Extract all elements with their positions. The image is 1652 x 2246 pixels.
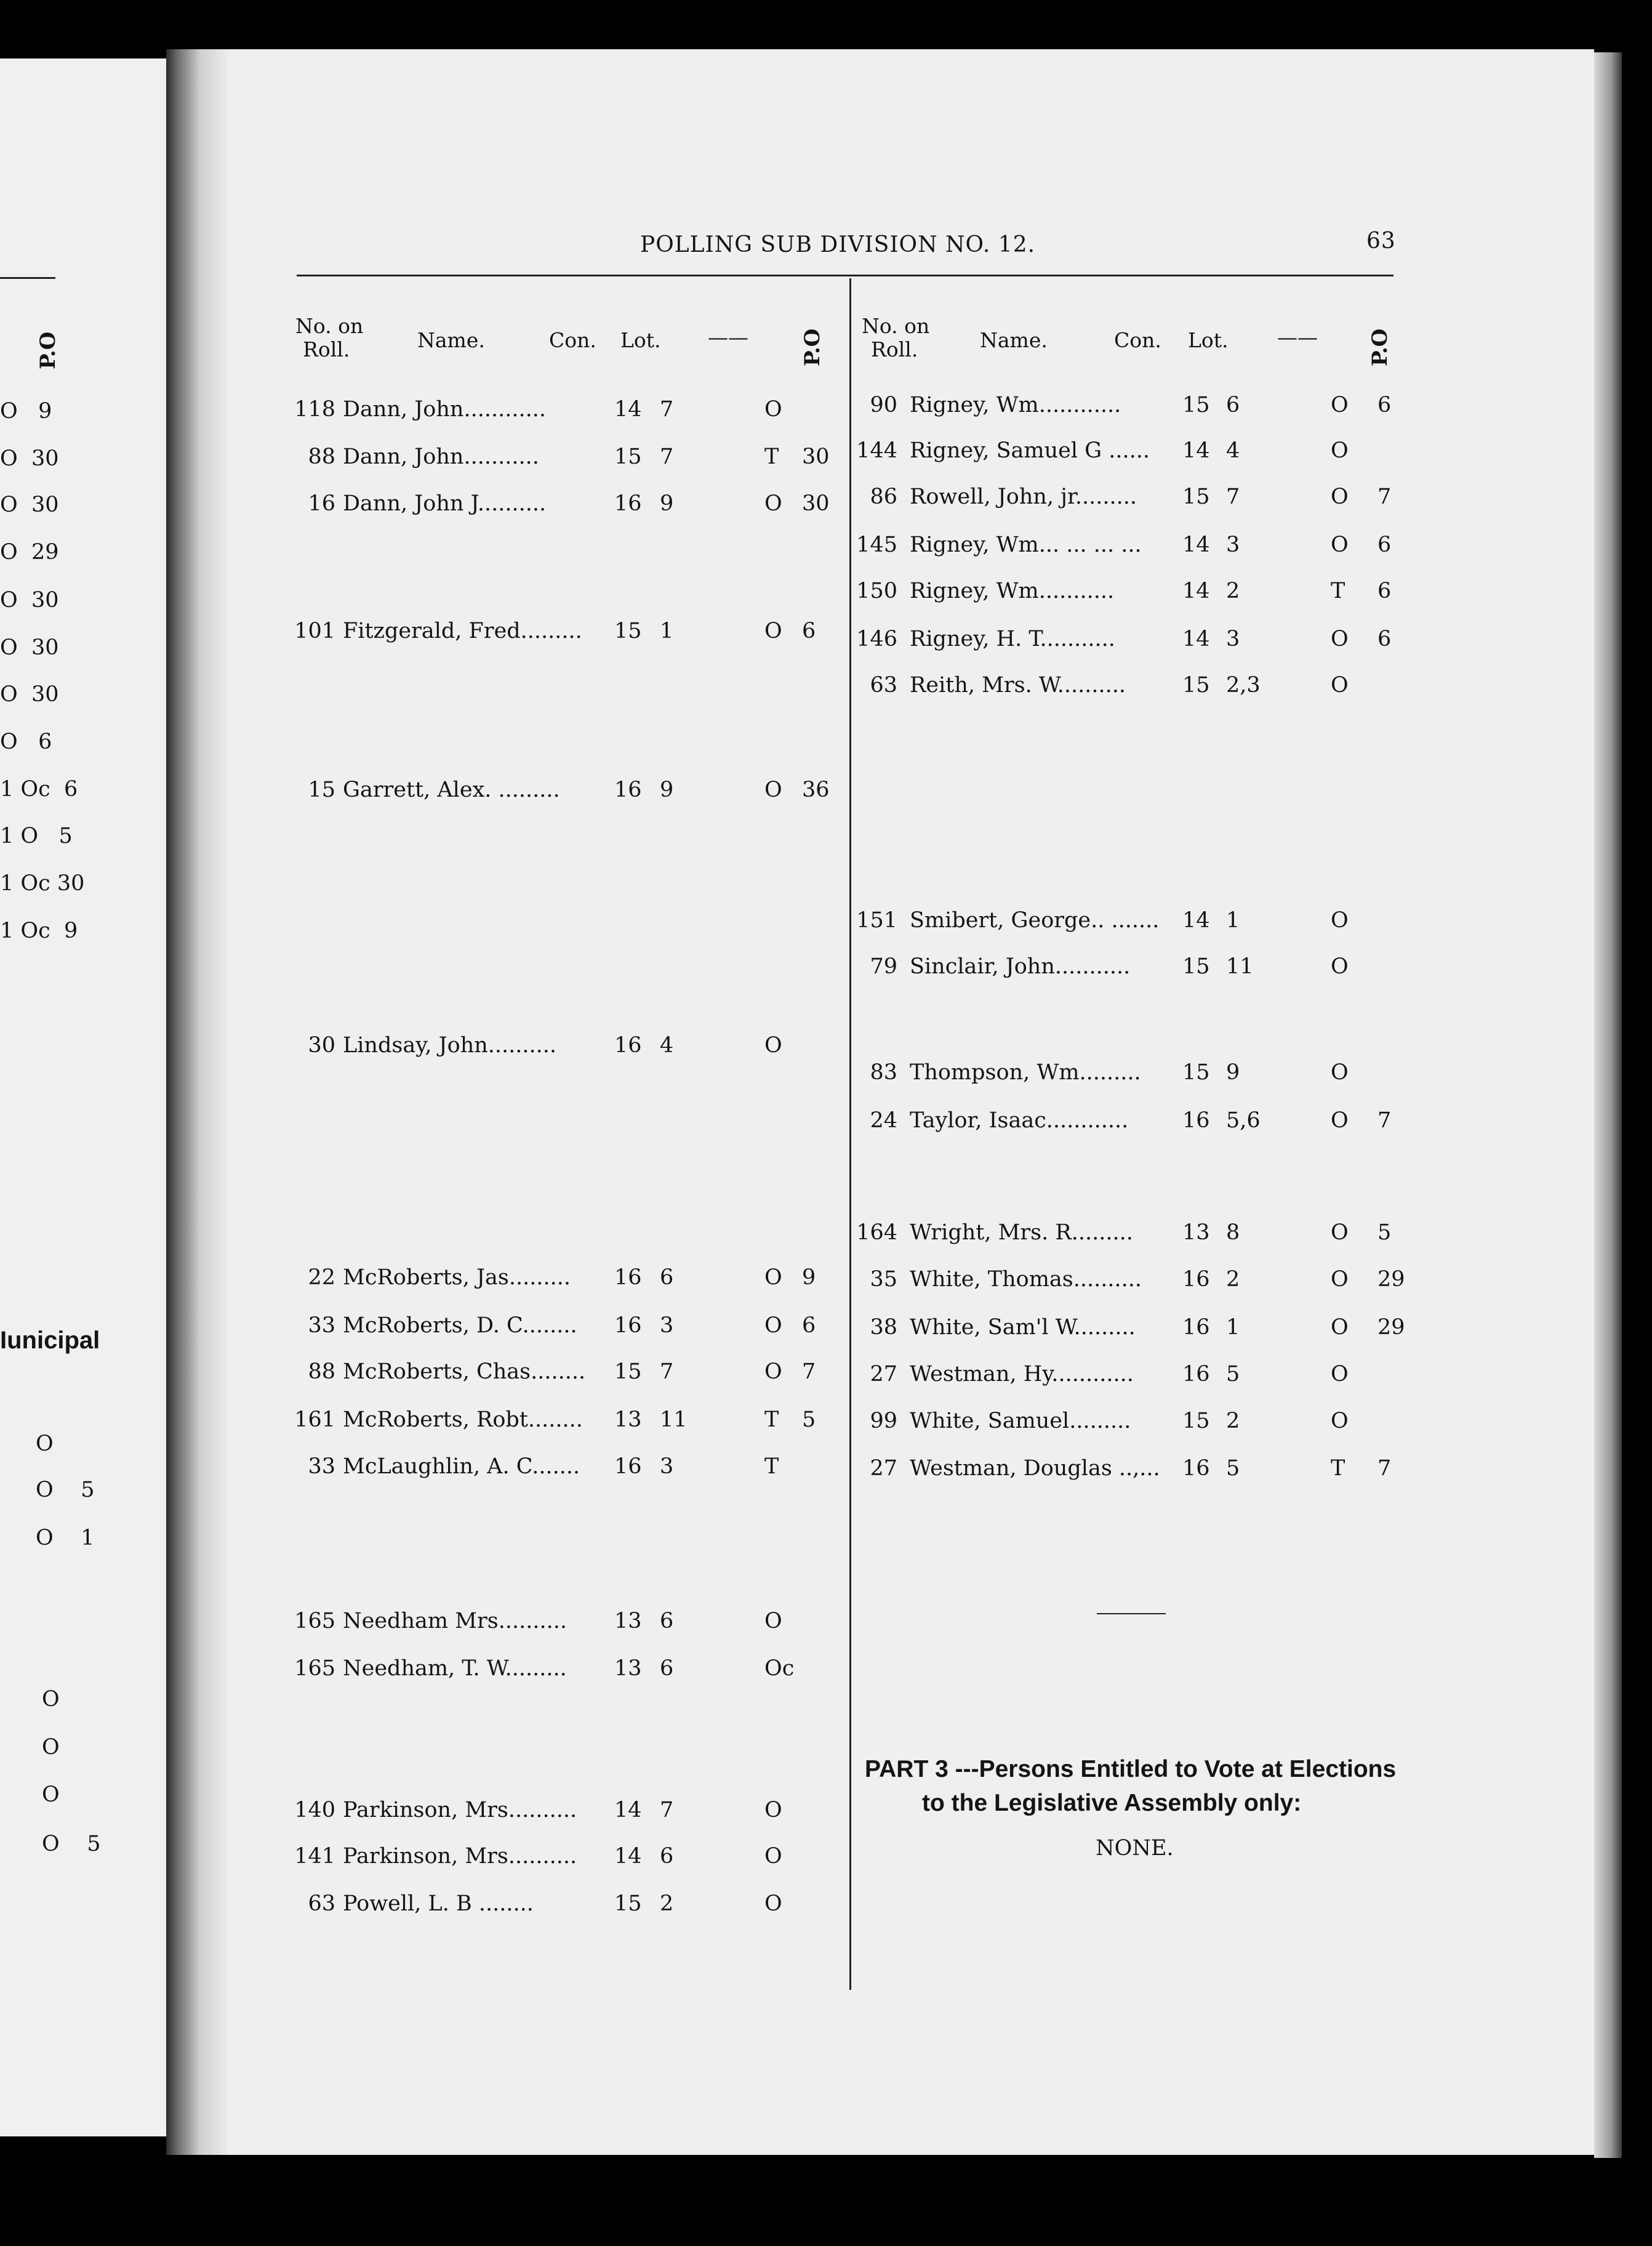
voter-roll: 145 bbox=[856, 533, 897, 557]
voter-lot: 6 bbox=[1226, 393, 1240, 417]
left-page-entry: O 30 bbox=[0, 635, 59, 660]
voter-name: Parkinson, Mrs.......... bbox=[343, 1798, 577, 1822]
voter-status: O bbox=[764, 619, 782, 643]
voter-lot: 7 bbox=[660, 397, 674, 422]
voter-lot: 9 bbox=[1226, 1060, 1240, 1085]
voter-status: O bbox=[1331, 438, 1349, 463]
voter-po: 6 bbox=[802, 1313, 816, 1338]
voter-name: Needham, T. W......... bbox=[343, 1656, 567, 1681]
voter-po: 30 bbox=[802, 491, 830, 516]
voter-roll: 83 bbox=[870, 1060, 897, 1085]
voter-lot: 1 bbox=[1226, 908, 1240, 933]
part3-none-text: NONE. bbox=[1096, 1836, 1174, 1861]
voter-roll: 30 bbox=[308, 1033, 335, 1058]
voter-name: McLaughlin, A. C....... bbox=[343, 1454, 580, 1479]
voter-po: 30 bbox=[802, 445, 830, 469]
voter-lot: 6 bbox=[660, 1656, 674, 1681]
left-page-entry: O 6 bbox=[0, 730, 52, 754]
voter-lot: 3 bbox=[1226, 627, 1240, 651]
voter-roll: 35 bbox=[870, 1267, 897, 1292]
voter-lot: 2 bbox=[1226, 1267, 1240, 1292]
left-page-rule bbox=[0, 277, 55, 279]
voter-status: O bbox=[1331, 1267, 1349, 1292]
left-col-header-con: Con. bbox=[549, 328, 596, 352]
voter-lot: 2,3 bbox=[1226, 673, 1261, 698]
right-col-header-roll: Roll. bbox=[871, 337, 918, 361]
voter-status: O bbox=[1331, 954, 1349, 979]
voter-status: O bbox=[1331, 393, 1349, 417]
voter-status: O bbox=[764, 1033, 782, 1058]
voter-lot: 5,6 bbox=[1226, 1108, 1261, 1133]
voter-roll: 33 bbox=[308, 1313, 335, 1338]
page-number: 63 bbox=[1366, 228, 1396, 254]
voter-po: 6 bbox=[1377, 579, 1392, 603]
voter-lot: 5 bbox=[1226, 1456, 1240, 1481]
voter-lot: 5 bbox=[1226, 1362, 1240, 1387]
right-col-header-lot: Lot. bbox=[1188, 328, 1229, 352]
voter-status: O bbox=[1331, 908, 1349, 933]
left-page-entry: O 29 bbox=[0, 540, 59, 565]
voter-po: 29 bbox=[1377, 1267, 1405, 1292]
voter-status: O bbox=[1331, 1409, 1349, 1433]
voter-con: 14 bbox=[1182, 908, 1210, 933]
voter-status: T bbox=[764, 1407, 779, 1432]
voter-lot: 3 bbox=[660, 1454, 674, 1479]
voter-con: 16 bbox=[614, 1265, 642, 1290]
voter-name: Rigney, Samuel G ...... bbox=[910, 438, 1150, 463]
left-page-entry: O 30 bbox=[0, 682, 59, 707]
voter-status: O bbox=[1331, 1108, 1349, 1133]
voter-status: O bbox=[764, 1844, 782, 1869]
right-col-header-po: P.O bbox=[1368, 328, 1392, 366]
right-col-header-no-on: No. on bbox=[862, 314, 930, 338]
voter-name: Rigney, Wm............ bbox=[910, 393, 1121, 417]
voter-status: O bbox=[764, 1609, 782, 1633]
voter-name: Westman, Douglas ..,... bbox=[910, 1456, 1160, 1481]
left-page-entry: 1 O 5 bbox=[0, 824, 73, 848]
left-page-entry: O 30 bbox=[0, 588, 59, 613]
left-col-header-dash: —— bbox=[708, 325, 748, 349]
voter-con: 15 bbox=[1182, 1060, 1210, 1085]
left-page-lower-entry: O 5 bbox=[42, 1832, 101, 1856]
voter-po: 29 bbox=[1377, 1315, 1405, 1340]
voter-roll: 140 bbox=[294, 1798, 335, 1822]
voter-roll: 86 bbox=[870, 485, 897, 509]
voter-lot: 2 bbox=[660, 1891, 674, 1916]
voter-name: Rigney, Wm... ... ... ... bbox=[910, 533, 1142, 557]
voter-con: 15 bbox=[614, 445, 642, 469]
left-page-lower-entry: O 1 bbox=[36, 1526, 95, 1550]
voter-lot: 2 bbox=[1226, 1409, 1240, 1433]
voter-con: 13 bbox=[614, 1407, 642, 1432]
voter-status: O bbox=[1331, 1362, 1349, 1387]
voter-lot: 7 bbox=[1226, 485, 1240, 509]
voter-con: 14 bbox=[614, 1798, 642, 1822]
voter-po: 5 bbox=[1377, 1220, 1392, 1245]
voter-name: Smibert, George.. ....... bbox=[910, 908, 1160, 933]
right-col-header-dash: —— bbox=[1277, 325, 1318, 349]
voter-lot: 11 bbox=[660, 1407, 688, 1432]
voter-status: O bbox=[1331, 1220, 1349, 1245]
voter-po: 9 bbox=[802, 1265, 816, 1290]
voter-con: 15 bbox=[1182, 393, 1210, 417]
part3-heading-line1: PART 3 ---Persons Entitled to Vote at Elections bbox=[865, 1756, 1397, 1782]
voter-name: White, Samuel......... bbox=[910, 1409, 1131, 1433]
left-col-header-lot: Lot. bbox=[620, 328, 661, 352]
voter-con: 16 bbox=[1182, 1456, 1210, 1481]
voter-roll: 38 bbox=[870, 1315, 897, 1340]
voter-name: McRoberts, Robt........ bbox=[343, 1407, 583, 1432]
part3-heading-line2: to the Legislative Assembly only: bbox=[922, 1790, 1302, 1816]
voter-status: T bbox=[1331, 1456, 1345, 1481]
voter-name: McRoberts, Jas......... bbox=[343, 1265, 571, 1290]
previous-page-fragment bbox=[0, 58, 166, 2136]
left-page-lower-entry: O 5 bbox=[36, 1478, 95, 1502]
voter-con: 16 bbox=[614, 1033, 642, 1058]
voter-name: Wright, Mrs. R......... bbox=[910, 1220, 1133, 1245]
left-col-header-name: Name. bbox=[417, 328, 485, 352]
voter-lot: 7 bbox=[660, 445, 674, 469]
voter-con: 16 bbox=[1182, 1108, 1210, 1133]
voter-status: Oc bbox=[764, 1656, 795, 1681]
voter-con: 15 bbox=[1182, 1409, 1210, 1433]
voter-con: 14 bbox=[614, 397, 642, 422]
voter-lot: 9 bbox=[660, 491, 674, 516]
left-page-entry: 1 Oc 9 bbox=[0, 919, 78, 943]
voter-roll: 22 bbox=[308, 1265, 335, 1290]
voter-con: 14 bbox=[1182, 533, 1210, 557]
voter-status: T bbox=[764, 1454, 779, 1479]
voter-status: O bbox=[1331, 627, 1349, 651]
left-page-entry: 1 Oc 6 bbox=[0, 777, 78, 802]
voter-status: O bbox=[764, 1891, 782, 1916]
voter-po: 7 bbox=[802, 1359, 816, 1384]
left-page-municipal-heading: Iunicipal bbox=[0, 1327, 100, 1354]
voter-lot: 9 bbox=[660, 778, 674, 802]
voter-roll: 63 bbox=[870, 673, 897, 698]
voter-name: McRoberts, Chas........ bbox=[343, 1359, 586, 1384]
voter-roll: 118 bbox=[294, 397, 335, 422]
voter-status: O bbox=[1331, 673, 1349, 698]
left-col-header-no-on: No. on bbox=[295, 314, 364, 338]
voter-roll: 16 bbox=[308, 491, 335, 516]
voter-con: 15 bbox=[1182, 485, 1210, 509]
voter-roll: 88 bbox=[308, 445, 335, 469]
voter-name: Garrett, Alex. ......... bbox=[343, 778, 560, 802]
header-rule bbox=[297, 275, 1393, 276]
voter-name: White, Sam'l W......... bbox=[910, 1315, 1136, 1340]
voter-name: Lindsay, John.......... bbox=[343, 1033, 557, 1058]
voter-con: 15 bbox=[614, 1359, 642, 1384]
voter-po: 6 bbox=[802, 619, 816, 643]
voter-roll: 164 bbox=[856, 1220, 897, 1245]
voter-name: Dann, John J.......... bbox=[343, 491, 547, 516]
voter-name: White, Thomas.......... bbox=[910, 1267, 1142, 1292]
voter-con: 15 bbox=[1182, 954, 1210, 979]
voter-po: 6 bbox=[1377, 393, 1392, 417]
voter-con: 16 bbox=[614, 491, 642, 516]
voter-name: Taylor, Isaac............ bbox=[910, 1108, 1129, 1133]
voter-po: 5 bbox=[802, 1407, 816, 1432]
left-page-entry: O 30 bbox=[0, 493, 59, 517]
voter-status: O bbox=[764, 1798, 782, 1822]
voter-name: Thompson, Wm......... bbox=[910, 1060, 1141, 1085]
right-col-header-name: Name. bbox=[980, 328, 1048, 352]
voter-status: O bbox=[1331, 1060, 1349, 1085]
voter-roll: 27 bbox=[870, 1362, 897, 1387]
voter-lot: 2 bbox=[1226, 579, 1240, 603]
left-col-header-po: P.O bbox=[800, 328, 825, 366]
voter-roll: 24 bbox=[870, 1108, 897, 1133]
voter-name: Powell, L. B ........ bbox=[343, 1891, 534, 1916]
book-gutter bbox=[166, 49, 228, 2155]
voter-status: O bbox=[1331, 533, 1349, 557]
voter-roll: 15 bbox=[308, 778, 335, 802]
voter-name: Fitzgerald, Fred......... bbox=[343, 619, 582, 643]
voter-lot: 1 bbox=[660, 619, 674, 643]
voter-status: O bbox=[1331, 1315, 1349, 1340]
voter-con: 14 bbox=[1182, 579, 1210, 603]
voter-con: 13 bbox=[614, 1609, 642, 1633]
voter-con: 16 bbox=[614, 1313, 642, 1338]
voter-con: 15 bbox=[1182, 673, 1210, 698]
voter-name: Dann, John........... bbox=[343, 445, 539, 469]
voter-lot: 6 bbox=[660, 1609, 674, 1633]
left-page-lower-entry: O bbox=[42, 1782, 60, 1807]
voter-con: 14 bbox=[1182, 438, 1210, 463]
voter-roll: 165 bbox=[294, 1609, 335, 1633]
voter-con: 16 bbox=[1182, 1362, 1210, 1387]
voter-name: Parkinson, Mrs.......... bbox=[343, 1844, 577, 1869]
voter-con: 14 bbox=[1182, 627, 1210, 651]
voter-name: Dann, John............ bbox=[343, 397, 546, 422]
voter-roll: 88 bbox=[308, 1359, 335, 1384]
voter-con: 13 bbox=[1182, 1220, 1210, 1245]
voter-con: 13 bbox=[614, 1656, 642, 1681]
voter-lot: 8 bbox=[1226, 1220, 1240, 1245]
voter-con: 15 bbox=[614, 619, 642, 643]
left-page-entry: 1 Oc 30 bbox=[0, 871, 85, 896]
left-page-entry: O 30 bbox=[0, 446, 59, 471]
voter-lot: 1 bbox=[1226, 1315, 1240, 1340]
right-col-header-con: Con. bbox=[1114, 328, 1161, 352]
voter-po: 36 bbox=[802, 778, 830, 802]
voter-status: O bbox=[764, 778, 782, 802]
left-page-po-header: P.O bbox=[36, 331, 60, 369]
voter-status: O bbox=[764, 397, 782, 422]
left-page-lower-entry: O bbox=[42, 1687, 60, 1712]
voter-lot: 4 bbox=[1226, 438, 1240, 463]
voter-lot: 6 bbox=[660, 1844, 674, 1869]
voter-roll: 141 bbox=[294, 1844, 335, 1869]
section-separator bbox=[1097, 1613, 1166, 1614]
voter-name: Sinclair, John........... bbox=[910, 954, 1131, 979]
voter-con: 16 bbox=[1182, 1315, 1210, 1340]
voter-con: 15 bbox=[614, 1891, 642, 1916]
voter-po: 6 bbox=[1377, 533, 1392, 557]
voter-lot: 7 bbox=[660, 1359, 674, 1384]
voter-status: O bbox=[764, 1265, 782, 1290]
voter-roll: 150 bbox=[856, 579, 897, 603]
left-page-lower-entry: O bbox=[42, 1735, 60, 1760]
voter-lot: 11 bbox=[1226, 954, 1254, 979]
voter-name: McRoberts, D. C........ bbox=[343, 1313, 577, 1338]
voter-po: 7 bbox=[1377, 1456, 1392, 1481]
left-page-lower-entry: O bbox=[36, 1431, 54, 1456]
voter-roll: 99 bbox=[870, 1409, 897, 1433]
voter-po: 6 bbox=[1377, 627, 1392, 651]
voter-con: 16 bbox=[614, 1454, 642, 1479]
voter-status: O bbox=[764, 1359, 782, 1384]
voter-roll: 79 bbox=[870, 954, 897, 979]
voter-roll: 146 bbox=[856, 627, 897, 651]
voter-name: Rigney, Wm........... bbox=[910, 579, 1115, 603]
voter-roll: 165 bbox=[294, 1656, 335, 1681]
voter-con: 16 bbox=[614, 778, 642, 802]
voter-con: 14 bbox=[614, 1844, 642, 1869]
voter-roll: 33 bbox=[308, 1454, 335, 1479]
voter-roll: 27 bbox=[870, 1456, 897, 1481]
voter-status: O bbox=[764, 491, 782, 516]
left-page-entry: O 9 bbox=[0, 399, 52, 424]
voter-lot: 3 bbox=[1226, 533, 1240, 557]
voter-roll: 161 bbox=[294, 1407, 335, 1432]
voter-roll: 101 bbox=[294, 619, 335, 643]
page-title: POLLING SUB DIVISION NO. 12. bbox=[640, 232, 1036, 257]
voter-con: 16 bbox=[1182, 1267, 1210, 1292]
voter-po: 7 bbox=[1377, 1108, 1392, 1133]
page-edge bbox=[1594, 52, 1622, 2158]
voter-name: Reith, Mrs. W.......... bbox=[910, 673, 1126, 698]
voter-lot: 7 bbox=[660, 1798, 674, 1822]
voter-name: Rigney, H. T........... bbox=[910, 627, 1115, 651]
voter-status: T bbox=[1331, 579, 1345, 603]
voter-status: T bbox=[764, 445, 779, 469]
voter-roll: 144 bbox=[856, 438, 897, 463]
voter-name: Needham Mrs.......... bbox=[343, 1609, 567, 1633]
voter-name: Westman, Hy............ bbox=[910, 1362, 1134, 1387]
voter-lot: 3 bbox=[660, 1313, 674, 1338]
voter-lot: 4 bbox=[660, 1033, 674, 1058]
voter-po: 7 bbox=[1377, 485, 1392, 509]
voter-roll: 151 bbox=[856, 908, 897, 933]
left-col-header-roll: Roll. bbox=[303, 337, 350, 361]
voter-roll: 90 bbox=[870, 393, 897, 417]
voter-name: Rowell, John, jr......... bbox=[910, 485, 1137, 509]
voter-lot: 6 bbox=[660, 1265, 674, 1290]
voter-roll: 63 bbox=[308, 1891, 335, 1916]
voter-status: O bbox=[764, 1313, 782, 1338]
voter-status: O bbox=[1331, 485, 1349, 509]
